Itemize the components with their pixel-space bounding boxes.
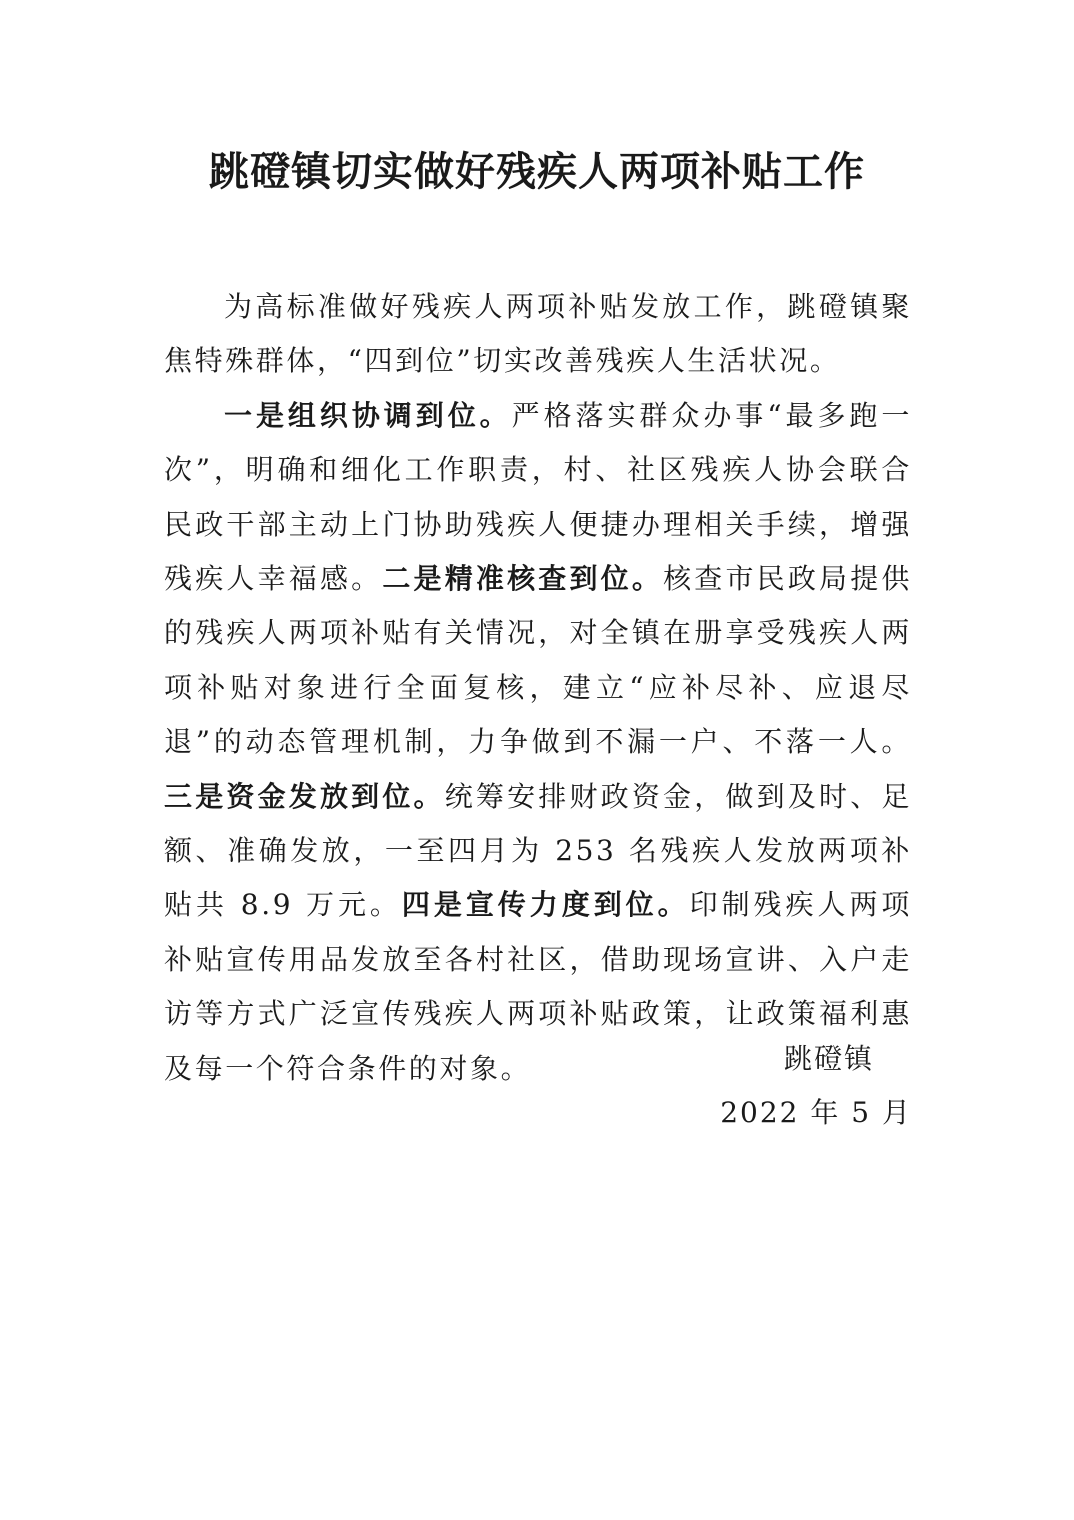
point-4-text: 印制残疾人两项补贴宣传用品发放至各村社区，借助现场宣讲、入户走访等方式广泛宣传残疾人两项补贴政策，让政策福利惠及每一个符合条件的对象。 bbox=[164, 888, 913, 1085]
points-paragraph bbox=[164, 389, 912, 1096]
document-body bbox=[164, 280, 912, 1096]
point-2-lead: 二是精准核查到位。 bbox=[382, 562, 664, 596]
point-1-lead: 一是组织协调到位。 bbox=[224, 398, 512, 432]
point-4-lead: 四是宣传力度到位。 bbox=[401, 888, 690, 922]
point-2-text: 核查市民政局提供的残疾人两项补贴有关情况，对全镇在册享受残疾人两项补贴对象进行全面复核，建立“应补尽补、应退尽退”的动态管理机制，力争做到不漏一户、不落一人。 bbox=[164, 562, 912, 759]
point-3-text: 统筹安排财政资金，做到及时、足额、准确发放，一至四月为 253 名残疾人发放两项补贴共 8.9 万元。 bbox=[164, 779, 912, 922]
intro-paragraph: 为高标准做好残疾人两项补贴发放工作，跳磴镇聚焦特殊群体，“四到位”切实改善残疾人生活状况。 bbox=[164, 290, 912, 378]
signature-date: 2022 年 5 月 bbox=[720, 1096, 912, 1129]
signature-block bbox=[720, 1032, 912, 1140]
signature-org: 跳磴镇 bbox=[783, 1042, 874, 1075]
point-3-lead: 三是资金发放到位。 bbox=[164, 779, 445, 813]
document-title: 跳磴镇切实做好残疾人两项补贴工作 bbox=[209, 148, 865, 195]
point-1-text: 严格落实群众办事“最多跑一次”，明确和细化工作职责，村、社区残疾人协会联合民政干部主动上门协助残疾人便捷办理相关手续，增强残疾人幸福感。 bbox=[164, 398, 912, 596]
